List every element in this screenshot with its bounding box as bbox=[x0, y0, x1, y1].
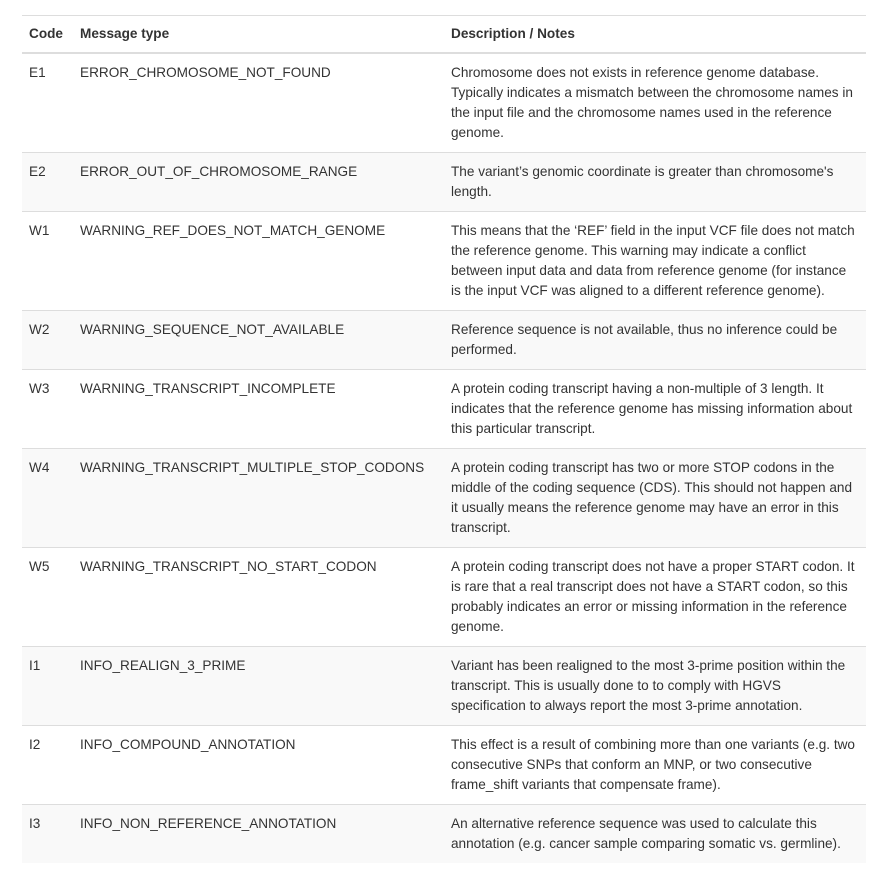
table-row bbox=[22, 153, 866, 212]
cell-description: A protein coding transcript has two or more STOP codons in the middle of the coding sequence (CDS). This should not happen and it usually means the reference genome may have an error in this transcript. bbox=[444, 449, 866, 548]
cell-description: The variant’s genomic coordinate is greater than chromosome's length. bbox=[444, 153, 866, 212]
table-row bbox=[22, 548, 866, 647]
table-header-row bbox=[22, 16, 866, 54]
cell-message-type: INFO_REALIGN_3_PRIME bbox=[73, 647, 444, 726]
table-row bbox=[22, 805, 866, 864]
cell-code: I1 bbox=[22, 647, 73, 726]
cell-code: I2 bbox=[22, 726, 73, 805]
table-row bbox=[22, 449, 866, 548]
cell-message-type: WARNING_TRANSCRIPT_MULTIPLE_STOP_CODONS bbox=[73, 449, 444, 548]
cell-description: This means that the ‘REF’ field in the input VCF file does not match the reference genome. This warning may indicate a conflict between input data and data from reference genome (for instance is the input VCF was aligned to a different reference genome). bbox=[444, 212, 866, 311]
cell-description: This effect is a result of combining more than one variants (e.g. two consecutive SNPs that conform an MNP, or two consecutive frame_shift variants that compensate frame). bbox=[444, 726, 866, 805]
cell-message-type: WARNING_REF_DOES_NOT_MATCH_GENOME bbox=[73, 212, 444, 311]
table-row bbox=[22, 311, 866, 370]
message-codes-table bbox=[22, 15, 866, 863]
table-row bbox=[22, 53, 866, 153]
cell-message-type: ERROR_OUT_OF_CHROMOSOME_RANGE bbox=[73, 153, 444, 212]
cell-description: A protein coding transcript having a non-multiple of 3 length. It indicates that the reference genome has missing information about this particular transcript. bbox=[444, 370, 866, 449]
cell-description: Variant has been realigned to the most 3-prime position within the transcript. This is usually done to to comply with HGVS specification to always report the most 3-prime annotation. bbox=[444, 647, 866, 726]
cell-code: I3 bbox=[22, 805, 73, 864]
cell-description: Reference sequence is not available, thus no inference could be performed. bbox=[444, 311, 866, 370]
cell-code: W3 bbox=[22, 370, 73, 449]
cell-code: E2 bbox=[22, 153, 73, 212]
cell-message-type: INFO_NON_REFERENCE_ANNOTATION bbox=[73, 805, 444, 864]
cell-message-type: INFO_COMPOUND_ANNOTATION bbox=[73, 726, 444, 805]
cell-code: W2 bbox=[22, 311, 73, 370]
header-code: Code bbox=[22, 16, 73, 54]
table-row bbox=[22, 212, 866, 311]
cell-code: W1 bbox=[22, 212, 73, 311]
header-message-type: Message type bbox=[73, 16, 444, 54]
cell-code: W4 bbox=[22, 449, 73, 548]
header-description: Description / Notes bbox=[444, 16, 866, 54]
cell-code: E1 bbox=[22, 53, 73, 153]
table-row bbox=[22, 726, 866, 805]
table-row bbox=[22, 370, 866, 449]
cell-description: Chromosome does not exists in reference genome database. Typically indicates a mismatch between the chromosome names in the input file and the chromosome names used in the reference genome. bbox=[444, 53, 866, 153]
cell-message-type: WARNING_TRANSCRIPT_NO_START_CODON bbox=[73, 548, 444, 647]
cell-description: An alternative reference sequence was used to calculate this annotation (e.g. cancer sample comparing somatic vs. germline). bbox=[444, 805, 866, 864]
cell-message-type: ERROR_CHROMOSOME_NOT_FOUND bbox=[73, 53, 444, 153]
cell-message-type: WARNING_SEQUENCE_NOT_AVAILABLE bbox=[73, 311, 444, 370]
cell-code: W5 bbox=[22, 548, 73, 647]
table-row bbox=[22, 647, 866, 726]
cell-message-type: WARNING_TRANSCRIPT_INCOMPLETE bbox=[73, 370, 444, 449]
cell-description: A protein coding transcript does not have a proper START codon. It is rare that a real transcript does not have a START codon, so this probably indicates an error or missing information in the reference genome. bbox=[444, 548, 866, 647]
